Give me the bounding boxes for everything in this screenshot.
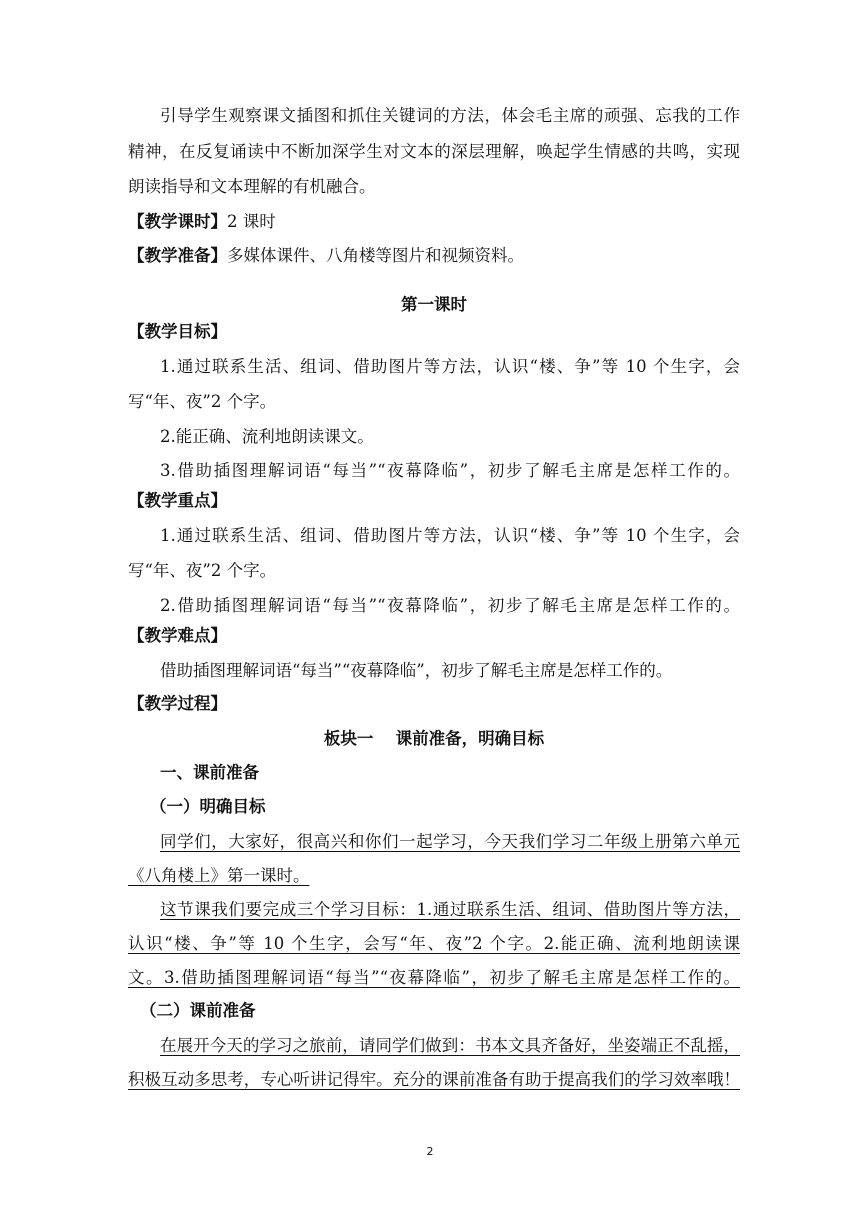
intro-line-1: 引导学生观察课文插图和抓住关键词的方法，体会毛主席的顽强、忘我的工作 (160, 106, 740, 125)
paragraph-2-line-3-text: 文。3.借助插图理解词语“每当”“夜幕降临”，初步了解毛主席是怎样工作的。 (128, 968, 740, 987)
intro-line-2: 精神，在反复诵读中不断加深学生对文本的深层理解，唤起学生情感的共鸣，实现 (128, 142, 740, 161)
paragraph-2-line-1-text: 这节课我们要完成三个学习目标：1.通过联系生活、组词、借助图片等方法， (160, 900, 740, 919)
paragraph-1-line-2 (128, 866, 740, 886)
objective-1-line-1: 1.通过联系生活、组词、借助图片等方法，认识“楼、争”等 10 个生字，会 (160, 357, 740, 376)
subsection-2-heading: （二）课前准备 (140, 1001, 256, 1020)
paragraph-2-line-1 (160, 900, 740, 920)
key-points-heading: 【教学重点】 (128, 491, 227, 510)
paragraph-2-line-3 (128, 968, 740, 988)
difficulties-text: 借助插图理解词语“每当”“夜幕降临”，初步了解毛主席是怎样工作的。 (160, 661, 673, 680)
class-hours-label: 【教学课时】 (128, 212, 227, 231)
process-heading: 【教学过程】 (128, 694, 227, 713)
paragraph-3-line-2-text: 积极互动多思考，专心听讲记得牢。充分的课前准备有助于提高我们的学习效率哦！ (128, 1070, 740, 1089)
paragraph-3-line-1-text: 在展开今天的学习之旅前，请同学们做到：书本文具齐备好，坐姿端正不乱摇， (160, 1036, 740, 1055)
page-number: 2 (426, 1145, 434, 1158)
paragraph-1-line-1-text: 同学们，大家好，很高兴和你们一起学习，今天我们学习二年级上册第六单元 (160, 832, 740, 851)
subsection-1-heading: （一）明确目标 (150, 797, 266, 816)
paragraph-1-line-1 (160, 832, 740, 852)
preparation-row (128, 246, 740, 266)
lesson-title: 第一课时 (401, 295, 467, 314)
class-hours-row (128, 212, 740, 232)
objectives-heading: 【教学目标】 (128, 322, 227, 341)
section-1-heading: 一、课前准备 (160, 763, 259, 782)
preparation-value: 多媒体课件、八角楼等图片和视频资料。 (227, 246, 524, 265)
key-point-1-line-2: 写“年、夜”2 个字。 (128, 561, 277, 580)
key-point-2: 2.借助插图理解词语“每当”“夜幕降临”，初步了解毛主席是怎样工作的。 (160, 596, 740, 615)
paragraph-2-line-2-text: 认识“楼、争”等 10 个生字，会写“年、夜”2 个字。2.能正确、流利地朗读课 (128, 934, 740, 953)
class-hours-value: 2 课时 (227, 212, 276, 231)
preparation-label: 【教学准备】 (128, 246, 227, 265)
paragraph-2-line-2 (128, 934, 740, 954)
objective-3: 3.借助插图理解词语“每当”“夜幕降临”，初步了解毛主席是怎样工作的。 (160, 461, 740, 480)
difficulties-heading: 【教学难点】 (128, 626, 227, 645)
paragraph-3-line-2 (128, 1070, 740, 1090)
key-point-1-line-1: 1.通过联系生活、组词、借助图片等方法，认识“楼、争”等 10 个生字，会 (160, 526, 740, 545)
paragraph-1-line-2-text: 《八角楼上》第一课时。 (128, 866, 310, 885)
intro-line-3: 朗读指导和文本理解的有机融合。 (128, 177, 376, 196)
block-title: 板块一 课前准备，明确目标 (323, 729, 545, 748)
objective-1-line-2: 写“年、夜”2 个字。 (128, 392, 277, 411)
objective-2: 2.能正确、流利地朗读课文。 (160, 427, 374, 446)
paragraph-3-line-1 (160, 1036, 740, 1056)
